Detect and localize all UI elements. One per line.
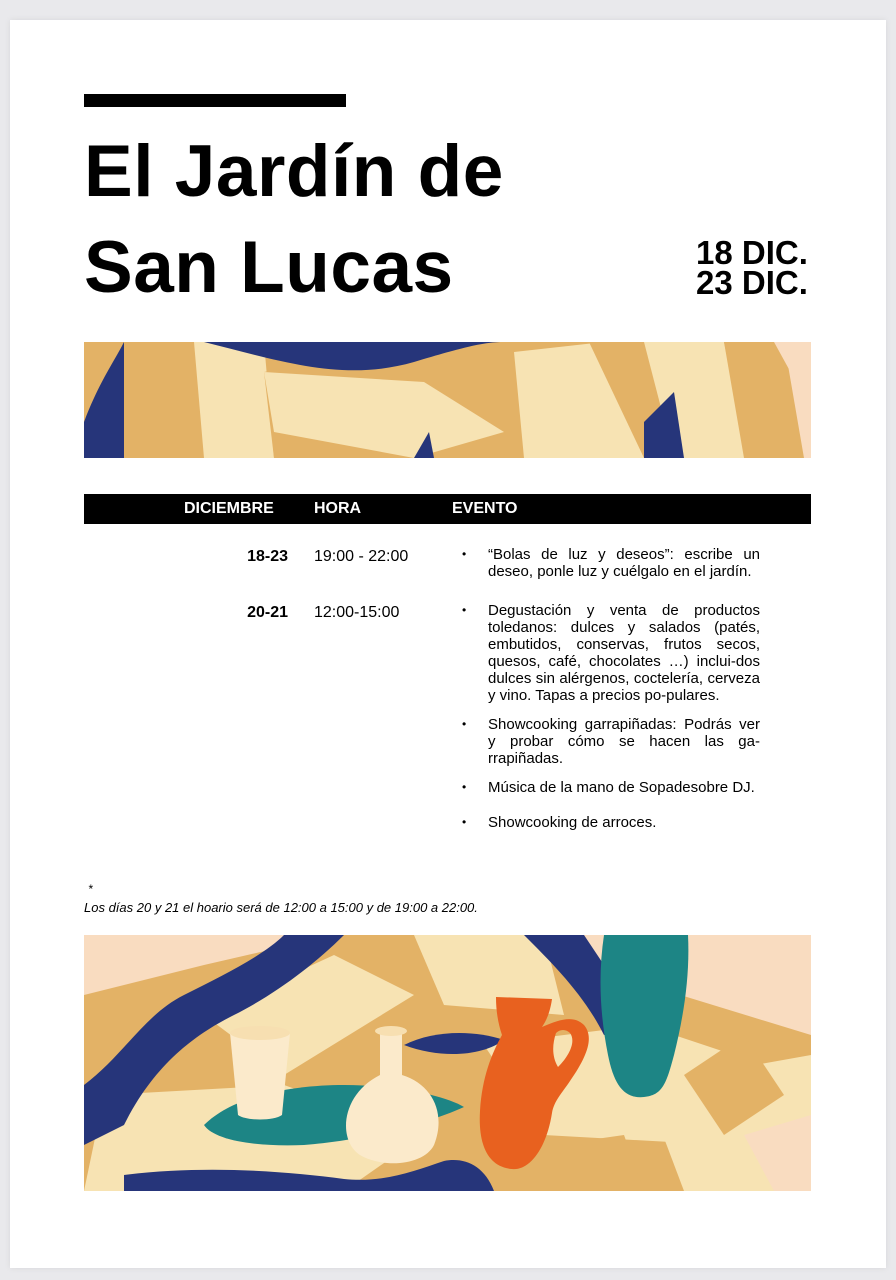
bullet-icon: • [462,780,467,794]
title-accent-bar [84,94,346,107]
bullet-icon: • [462,547,467,561]
column-header-hora: HORA [314,500,362,517]
date-range [696,234,836,301]
footnote-text: Los días 20 y 21 el hoario será de 12:00 a 15:00 y de 19:00 a 22:00. [84,900,478,915]
bullet-icon: • [462,815,467,829]
footnote-asterisk: * [88,882,93,896]
title-line-2: San Lucas [84,227,454,308]
date-start: 18 DIC. [696,234,808,271]
event-item [460,546,760,580]
row-day-2: 20-21 [247,604,288,621]
event-item [460,779,760,796]
schedule-table-header [84,494,811,524]
title-line-1: El Jardín de [84,131,504,212]
event-text: Música de la mano de Sopadesobre DJ. [488,779,755,796]
poster-sheet [10,20,886,1268]
column-header-evento: EVENTO [452,500,518,517]
event-item [460,602,760,704]
bullet-icon: • [462,603,467,617]
event-list [460,546,760,831]
still-life-illustration [84,935,811,1191]
row-day-1: 18-23 [247,548,288,565]
event-text: Showcooking de arroces. [488,814,657,831]
event-item [460,814,760,831]
event-text: “Bolas de luz y deseos”: escribe un deseo, ponle luz y cuélgalo en el jardín. [488,546,760,580]
top-illustration-banner [84,342,811,458]
abstract-pattern-illustration [84,342,811,458]
bottom-still-life-illustration [84,935,811,1191]
row-time-2: 12:00-15:00 [314,604,400,621]
bullet-icon: • [462,717,467,731]
event-text: Degustación y venta de productos toledanos: dulces y salados (patés, embutidos, conservas, frutos secos, quesos, café, chocolates …) inclui-dos dulces sin alérgenos, coctelería, cerveza y vino. Tapas a precios po-pulares. [488,602,760,704]
event-text: Showcooking garrapiñadas: Podrás ver y probar cómo se hacen las ga-rrapiñadas. [488,716,760,767]
date-end: 23 DIC. [696,264,808,301]
event-item [460,716,760,767]
column-header-diciembre: DICIEMBRE [184,500,274,517]
poster-title [84,124,644,316]
row-time-1: 19:00 - 22:00 [314,548,409,565]
